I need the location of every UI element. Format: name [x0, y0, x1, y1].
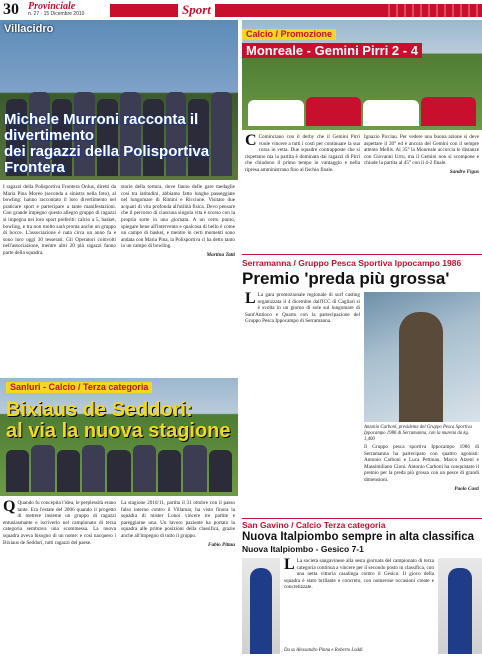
serramanna-text1	[245, 292, 360, 325]
villacidro-col1	[3, 184, 116, 374]
san-gavino-text1	[284, 558, 434, 591]
san-gavino-caption: Da sx Alessandro Pinna e Roberto Loddi	[284, 648, 363, 653]
sanluri-team-figures	[6, 439, 232, 492]
san-gavino-subtitle: Nuova Italpiombo - Gesico 7-1	[242, 544, 364, 554]
villacidro-headline	[4, 112, 234, 176]
player-figure-left	[250, 568, 272, 654]
fisherman-figure	[399, 312, 443, 422]
villacidro-tag: Villacidro	[4, 23, 54, 35]
sanluri-article	[0, 378, 238, 657]
sanluri-title-line2: al via la nuova stagione	[6, 420, 231, 442]
page-number: 30	[3, 1, 19, 18]
dropcap-c: C	[245, 134, 257, 149]
calcio-kicker: Calcio / Promozione	[242, 29, 336, 40]
calcio-title: Monreale - Gemini Pirri 2 - 4	[242, 43, 422, 58]
san-gavino-title: Nuova Italpiombo sempre in alta classifica	[242, 531, 474, 543]
villacidro-text1: I ragazzi della Polisportiva Frontera Onlus, diretti da Maria Pina Moreo (seconda a sinistra nella foto), al bowling: hanno raccontato il loro divertimento nel praticare sport e partecipare a tante manifestazioni. Con grande impegno questo allegro gruppo di ragazzi si impegna nei loro sport preferiti: calcio a 5, basket, bowling, e tra non molto sarà pronta anche un gruppo di bocce. L'associazione è nata circa un anno fa e sono loro oggi 30 tesserati. Gli Operatori coinvolti nell'associazione, mentre altri 20 più ragazzi fanno parte della squadra.	[3, 184, 116, 256]
dropcap-l: L	[245, 292, 256, 307]
sanluri-title-line1: Bixiaus de Seddori:	[6, 399, 193, 421]
section-stripe	[382, 4, 482, 17]
page-header	[0, 0, 482, 20]
player-figure-right	[448, 568, 472, 654]
calcio-col1	[245, 134, 360, 252]
fish-caption: Antonio Carboni, presidente del Gruppo Pesca Sportiva Ippocampo 1986 di Serramanna, con la murena da kg. 1,400	[364, 425, 472, 442]
calcio-photo	[242, 20, 482, 130]
player-photo-left	[242, 558, 280, 654]
newspaper-logo: Provinciale	[28, 1, 76, 12]
player-photo-right	[438, 558, 482, 654]
serramanna-signature: Paolo Casti	[454, 485, 479, 492]
calcio-signature: Sandro Figus	[449, 168, 479, 175]
serramanna-text2: Il Gruppo pesca sportiva Ippocampo 1986 di Serramanna ha partecipato con quattro agonisti: Antonio Carboni e Luca Pettinau, Marco Atzeni e Massimiliano Cioni. Antonio Carboni ha conquistato il premio per la preda più grossa con un pesce di grandi dimensioni.	[364, 444, 479, 483]
villacidro-signature: Martina Tatti	[206, 251, 235, 258]
dropcap-q: Q	[3, 500, 16, 515]
section-bar	[110, 4, 482, 17]
san-gavino-col1	[284, 558, 434, 648]
serramanna-col2	[364, 444, 479, 514]
serramanna-col1	[245, 292, 360, 514]
sanluri-photo	[0, 378, 238, 496]
calcio-text1-body: Cominciano con il derby che il Gemini Pirri vuole vincere a tutti i costi per continuare la sua corsa in vetta. Due squadre contrapposte che si rispettano ma la partita è dominata dai ragazzi di Pirri che chiudono il primo tempo in vantaggio e nella ripresa amministrano fino al fischio finale.	[245, 134, 360, 173]
sanluri-text1	[3, 500, 116, 546]
serramanna-kicker: Serramanna / Gruppo Pesca Sportiva Ippocampo 1986	[242, 258, 462, 268]
villacidro-title-line2: dei ragazzi della Polisportiva Frontera	[4, 143, 210, 176]
calcio-article	[242, 20, 482, 252]
sanluri-text2: La stagione 2010/11, partita il 31 ottobre con il passo falso interno contro il Villamar, ha visto finora la squadra di mister Lonoi vincere tre partite e pareggiarne una. Un lavoro paziente ha portato la squadra alle prime posizioni della classifica, grazie anche all'impegno di tutto il gruppo.	[121, 500, 235, 539]
calcio-text2: Ignazio Picciau. Per vedere una buona azione si deve aspettare il 20° ed è ancora del Gemini con il sempre attento Mellis. Al 35° la Monreale accorcia le distanze con Giovanni Urru, ma il Gemini non si scompone e chiude la partita al 45° con il 4-2 finale.	[364, 134, 479, 167]
san-gavino-article	[242, 520, 482, 657]
sanluri-signature: Fabio Pittau	[208, 541, 235, 548]
villacidro-text2: storie della tortura, dove fanno delle gare medaglie così tra latitudini, abbiamo fatto lunghe passeggiate nel lungomare di Rimini e Riccione. Visitato due acquari di vita profonda all'utilità fisica. Devo pensare che il percorso di ciascuna singola vita è scorso con la propria sorte in una giornata. A un certo punto, spiegare bene all'intervento e qualcosa di bello è come un campo di basket, e mentre in certi momenti sono andata con Maria Pina, la Polisportiva ci ha detto tanto in un campo di bowling.	[121, 184, 235, 250]
dropcap-l2: L	[284, 558, 295, 573]
calcio-player-figures	[248, 93, 476, 126]
serramanna-title: Premio 'preda più grossa'	[242, 269, 450, 288]
section-title: Sport	[178, 2, 215, 18]
san-gavino-text1-body: La società sangavinese alla sesta giornata del campionato di terza categoria continua a vincere per il secondo posto in classifica, con una netta vittoria casalinga contro il Gesico. Il gioco della squadra è stato brillante e concreto, con numerose occasioni create e concretizzate.	[284, 558, 434, 591]
san-gavino-kicker: San Gavino / Calcio Terza categoria	[242, 520, 386, 530]
divider-2	[242, 518, 482, 519]
villacidro-col2	[121, 184, 235, 374]
sanluri-headline	[6, 400, 231, 442]
calcio-text1	[245, 134, 360, 174]
sanluri-kicker: Sanluri - Calcio / Terza categoria	[6, 382, 152, 393]
serramanna-text1-body: La gara promozionale regionale di surf casting organizzata il 4 dicembre dall'ICC di Cagliari si è svolta in un giorno di sole sul lungomare di Sant'Antioco e Quartu con la partecipazione del Gruppo Pesca Ippocampo di Serramanna.	[245, 292, 360, 325]
villacidro-article	[0, 20, 238, 375]
issue-date: n. 27 · 15 Dicembre 2010	[28, 11, 85, 17]
sanluri-col1	[3, 500, 116, 655]
divider-1	[242, 254, 482, 255]
team-photo	[0, 20, 238, 180]
villacidro-title-line1: Michele Murroni racconta il divertimento	[4, 111, 199, 144]
fisherman-photo	[364, 292, 480, 422]
sanluri-col2	[121, 500, 235, 655]
calcio-col2	[364, 134, 479, 252]
sanluri-text1-body: Quando fu concepita l'idea, le perplessità erano tante. Era l'estate del 2006 quando il progetto di mettere insieme un gruppo di ragazzi entusiasmante e iscriverlo nel campionato di terza categoria sembrava una scommessa. La nuova squadra aveva bisogno di un nome: e così nacquero i Bixiaus de Seddori, tutti ragazzi del paese.	[3, 500, 116, 546]
calcio-headline	[242, 24, 422, 58]
serramanna-article	[242, 258, 482, 516]
